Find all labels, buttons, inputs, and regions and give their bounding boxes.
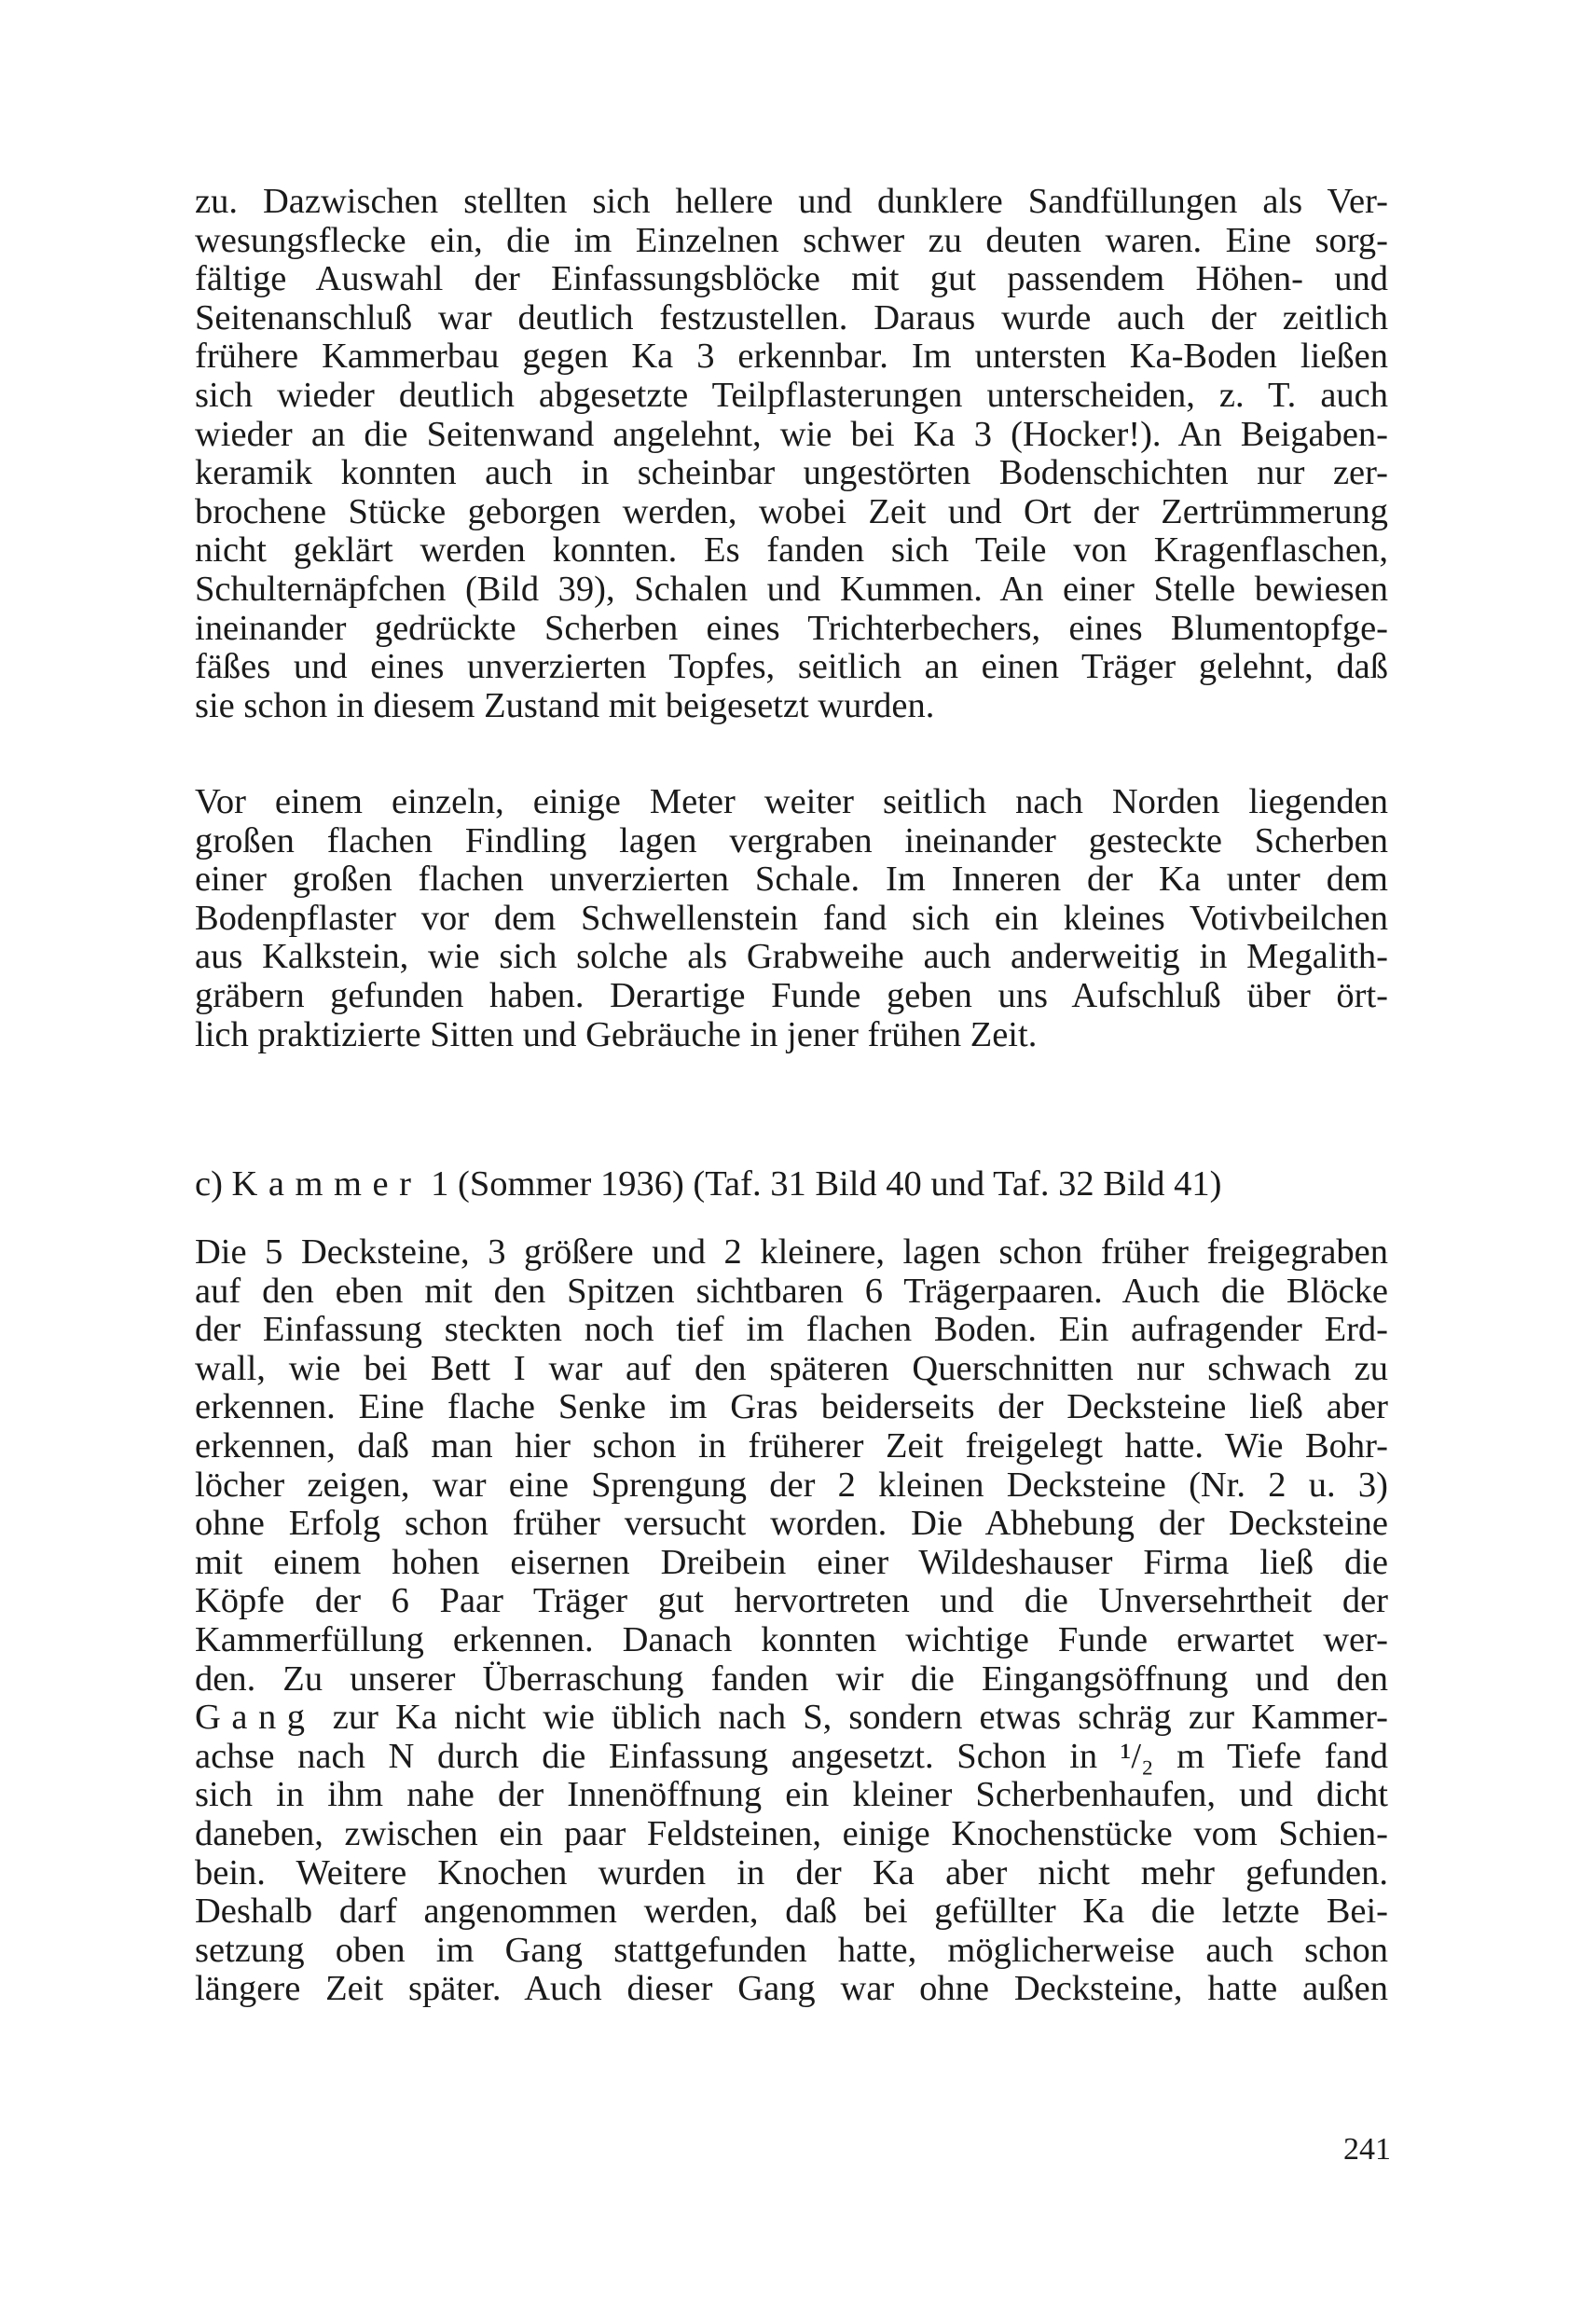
text-line: ineinander gedrückte Scherben eines Trichterbechers, eines Blumentopfge- <box>195 608 1388 648</box>
text-line: Vor einem einzeln, einige Meter weiter seitlich nach Norden liegenden <box>195 782 1388 821</box>
text-line: mit einem hohen eisernen Dreibein einer Wildeshauser Firma ließ die <box>195 1542 1388 1582</box>
text-line: Seitenanschluß war deutlich festzustellen. Daraus wurde auch der zeitlich <box>195 297 1388 337</box>
text-line: zu. Dazwischen stellten sich hellere und dunklere Sandfüllungen als Ver- <box>195 182 1388 221</box>
text-line: Bodenpflaster vor dem Schwellenstein fand sich ein kleines Votivbeilchen <box>195 898 1388 938</box>
text-line: setzung oben im Gang stattgefunden hatte, möglicherweise auch schon <box>195 1930 1388 1970</box>
text-line: längere Zeit später. Auch dieser Gang war ohne Decksteine, hatte außen <box>195 1969 1388 2009</box>
text-line: sie schon in diesem Zustand mit beigesetzt wurden. <box>195 685 935 725</box>
text-line: Kammerfüllung erkennen. Danach konnten wichtige Funde erwartet wer- <box>195 1619 1388 1659</box>
text-line: Schulternäpfchen (Bild 39), Schalen und Kummen. An einer Stelle bewiesen <box>195 569 1388 609</box>
text-line: brochene Stücke geborgen werden, wobei Zeit und Ort der Zertrümmerung <box>195 491 1388 531</box>
text-line: lich praktizierte Sitten und Gebräuche in jener frühen Zeit. <box>195 1014 1038 1054</box>
text-line: Deshalb darf angenommen werden, daß bei gefüllter Ka die letzte Bei- <box>195 1892 1388 1932</box>
text-line: bein. Weitere Knochen wurden in der Ka aber nicht mehr gefunden. <box>195 1852 1388 1892</box>
text-line: nicht geklärt werden konnten. Es fanden sich Teile von Kragenflaschen, <box>195 530 1388 571</box>
text-line: Die 5 Decksteine, 3 größere und 2 kleinere, lagen schon früher freigegraben <box>195 1232 1388 1272</box>
section-heading <box>195 1163 1221 1204</box>
text-line: großen flachen Findling lagen vergraben ineinander gesteckte Scherben <box>195 820 1388 860</box>
text-line: gräbern gefunden haben. Derartige Funde geben uns Aufschluß über ört- <box>195 975 1388 1015</box>
text-line: wieder an die Seitenwand angelehnt, wie bei Ka 3 (Hocker!). An Beigaben- <box>195 414 1388 454</box>
text-line: erkennen. Eine flache Senke im Gras beiderseits der Decksteine ließ aber <box>195 1387 1388 1427</box>
text-line: einer großen flachen unverzierten Schale. Im Inneren der Ka unter dem <box>195 860 1388 900</box>
text-line: ohne Erfolg schon früher versucht worden. Die Abhebung der Decksteine <box>195 1504 1388 1544</box>
text-line: sich in ihm nahe der Innenöffnung ein kleiner Scherbenhaufen, und dicht <box>195 1775 1388 1815</box>
text-line: aus Kalkstein, wie sich solche als Grabweihe auch anderweitig in Megalith- <box>195 937 1388 977</box>
spaced-word: Gang <box>195 1698 316 1738</box>
text-line: fäßes und eines unverzierten Topfes, seitlich an einen Träger gelehnt, daß <box>195 647 1388 687</box>
text-line: sich wieder deutlich abgesetzte Teilpflasterungen unterscheiden, z. T. auch <box>195 375 1388 415</box>
paragraph-2 <box>195 783 1388 1054</box>
heading-suffix: 1 (Sommer 1936) (Taf. 31 Bild 40 und Taf. 32 Bild 41) <box>421 1164 1222 1204</box>
text-line: den. Zu unserer Überraschung fanden wir die Eingangsöffnung und den <box>195 1658 1388 1699</box>
paragraph-3 <box>195 1233 1388 2009</box>
text-line: frühere Kammerbau gegen Ka 3 erkennbar. Im untersten Ka-Boden ließen <box>195 337 1388 377</box>
page-number: 241 <box>1343 2132 1391 2167</box>
text-line: fältige Auswahl der Einfassungsblöcke mit gut passendem Höhen- und <box>195 259 1388 299</box>
text-line: löcher zeigen, war eine Sprengung der 2 kleinen Decksteine (Nr. 2 u. 3) <box>195 1465 1388 1505</box>
text-line: wall, wie bei Bett I war auf den späteren Querschnitten nur schwach zu <box>195 1348 1388 1388</box>
text-line: auf den eben mit den Spitzen sichtbaren 6 Trägerpaaren. Auch die Blöcke <box>195 1271 1388 1311</box>
paragraph-1 <box>195 183 1388 725</box>
heading-prefix: c) <box>195 1164 232 1204</box>
text-line: achse nach N durch die Einfassung angesetzt. Schon in ¹/₂ m Tiefe fand <box>195 1736 1388 1776</box>
text-line-spaced-word <box>195 1699 1388 1738</box>
text-line: wesungsflecke ein, die im Einzelnen schwer zu deuten waren. Eine sorg- <box>195 220 1388 260</box>
text-line: der Einfassung steckten noch tief im flachen Boden. Ein aufragender Erd- <box>195 1310 1388 1350</box>
text-line: Köpfe der 6 Paar Träger gut hervortreten und die Unversehrtheit der <box>195 1581 1388 1621</box>
text-line: daneben, zwischen ein paar Feldsteinen, einige Knochenstücke vom Schien- <box>195 1813 1388 1853</box>
text-line: keramik konnten auch in scheinbar ungestörten Bodenschichten nur zer- <box>195 453 1388 493</box>
heading-spaced-word: Kammer <box>231 1164 422 1204</box>
line-rest: zur Ka nicht wie üblich nach S, sondern etwas schräg zur Kammer- <box>315 1698 1388 1738</box>
text-line: erkennen, daß man hier schon in früherer Zeit freigelegt hatte. Wie Bohr- <box>195 1425 1388 1466</box>
